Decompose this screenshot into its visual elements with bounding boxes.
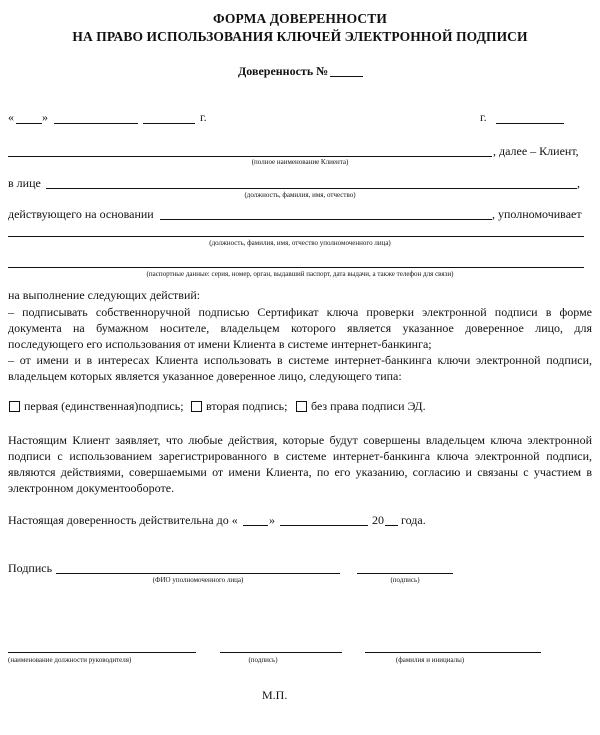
date-year-suffix: г. bbox=[200, 110, 207, 124]
stamp-placeholder: М.П. bbox=[262, 688, 288, 702]
date-day-field[interactable] bbox=[16, 123, 42, 124]
head-name-field[interactable] bbox=[365, 652, 541, 653]
client-caption: (полное наименование Клиента) bbox=[251, 158, 349, 166]
validity-prefix: Настоящая доверенность действительна до « bbox=[8, 513, 238, 527]
person-suffix: , bbox=[577, 176, 580, 190]
authorized-name-field[interactable] bbox=[56, 573, 340, 574]
passport-field[interactable] bbox=[8, 267, 584, 268]
city-prefix: г. bbox=[480, 110, 487, 124]
date-close-quote: » bbox=[42, 110, 48, 124]
basis-suffix: , уполномочивает bbox=[492, 207, 582, 221]
head-signature-caption: (подпись) bbox=[248, 656, 278, 664]
validity-month-field[interactable] bbox=[280, 525, 368, 526]
basis-label: действующего на основании bbox=[8, 207, 154, 221]
client-name-field[interactable] bbox=[8, 156, 492, 157]
signature-label: Подпись bbox=[8, 561, 53, 575]
date-month-field[interactable] bbox=[54, 123, 138, 124]
representative-field[interactable] bbox=[8, 236, 584, 237]
actions-intro: на выполнение следующих действий: bbox=[8, 288, 201, 302]
action-1-line-1: – подписывать собственноручной подписью Сертификат ключа проверки электронной подписи в форме bbox=[8, 305, 592, 319]
title-line-2: НА ПРАВО ИСПОЛЬЗОВАНИЯ КЛЮЧЕЙ ЭЛЕКТРОННОЙ ПОДПИСИ bbox=[72, 29, 528, 44]
client-suffix: , далее – Клиент, bbox=[493, 144, 579, 158]
basis-caption: (должность, фамилия, имя, отчество уполномоченного лица) bbox=[209, 239, 391, 247]
passport-caption: (паспортные данные: серия, номер, орган, выдавший паспорт, дата выдачи, а также телефон для связи) bbox=[146, 270, 454, 278]
head-name-caption: (фамилия и инициалы) bbox=[395, 656, 465, 664]
authorized-name-caption: (ФИО уполномоченного лица) bbox=[152, 576, 244, 584]
action-1-line-3: последующего его использования от имени Клиента в системе интернет-банкинга; bbox=[8, 337, 432, 351]
title-line-1: ФОРМА ДОВЕРЕННОСТИ bbox=[213, 11, 387, 26]
option-first-signature-checkbox[interactable] bbox=[9, 401, 20, 412]
option-no-signature-label: без права подписи ЭД. bbox=[311, 399, 426, 413]
attorney-number-field[interactable] bbox=[330, 76, 363, 77]
action-2-line-1: – от имени и в интересах Клиента использовать в системе интернет-банкинга ключи электронной подписи, bbox=[8, 353, 592, 367]
authorized-signature-caption: (подпись) bbox=[390, 576, 420, 584]
person-label: в лице bbox=[8, 176, 41, 190]
statement-line-2: подписи с использованием зарегистрированного в системе интернет-банкинга ключа электронной подписи, bbox=[8, 449, 592, 463]
validity-year-field[interactable] bbox=[385, 525, 398, 526]
statement-line-4: электронном документообороте. bbox=[8, 481, 175, 495]
validity-suffix: года. bbox=[401, 513, 426, 527]
head-position-field[interactable] bbox=[8, 652, 196, 653]
person-caption: (должность, фамилия, имя, отчество) bbox=[244, 191, 356, 199]
authorized-signature-field[interactable] bbox=[357, 573, 453, 574]
basis-field[interactable] bbox=[160, 219, 492, 220]
validity-close-quote: » bbox=[269, 513, 275, 527]
statement-line-3: являются действиями, совершаемыми от имени Клиента, по его указанию, согласию и связаны с участием в bbox=[8, 465, 592, 479]
validity-year-prefix: 20 bbox=[372, 513, 384, 527]
option-no-signature-checkbox[interactable] bbox=[296, 401, 307, 412]
head-position-caption: (наименование должности руководителя) bbox=[8, 656, 132, 664]
date-open-quote: « bbox=[8, 110, 14, 124]
attorney-number-label: Доверенность № bbox=[238, 64, 329, 78]
date-year-field[interactable] bbox=[143, 123, 195, 124]
action-1-line-2: документа на бумажном носителе, владельцем которого является указанное доверенное лицо, для bbox=[8, 321, 592, 335]
option-second-signature-checkbox[interactable] bbox=[191, 401, 202, 412]
statement-line-1: Настоящим Клиент заявляет, что любые действия, которые будут совершены владельцем ключа электронной bbox=[8, 433, 592, 447]
head-signature-field[interactable] bbox=[220, 652, 342, 653]
city-field[interactable] bbox=[496, 123, 564, 124]
option-second-signature-label: вторая подпись; bbox=[206, 399, 288, 413]
validity-day-field[interactable] bbox=[243, 525, 268, 526]
action-2-line-2: владельцем которых является указанное доверенное лицо, следующего типа: bbox=[8, 369, 402, 383]
person-field[interactable] bbox=[46, 188, 577, 189]
option-first-signature-label: первая (единственная)подпись; bbox=[24, 399, 184, 413]
